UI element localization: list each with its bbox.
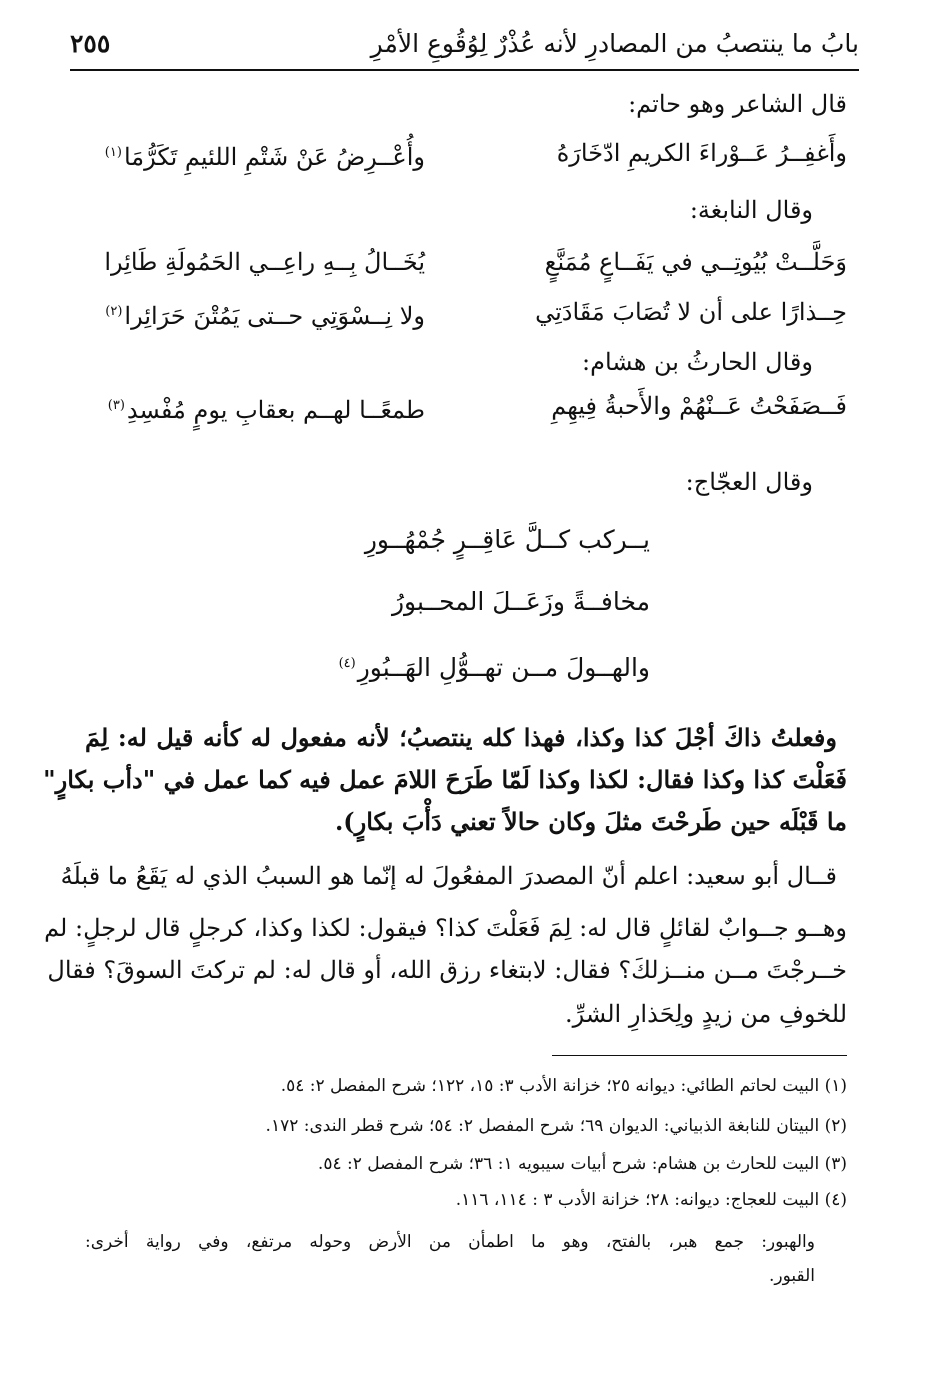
footnote-marker-4: (٤)	[338, 656, 356, 671]
paragraph-1-line-2: فَعَلْتَ كذا وكذا فقال: لكذا وكذا لَمّا طَرَحَ اللامَ عمل فيه كما عمل في "دأب بكارٍ"	[43, 765, 847, 794]
paragraph-2-line-3: خــرجْتَ مــن منــزلكَ؟ فقال: لابتغاء رزق الله، أو قال له: لم تركتَ السوقَ؟ فقال	[47, 956, 847, 984]
page-number: ٢٥٥	[70, 29, 111, 58]
verse-1-first-hemistich: وأَغفِــرُ عَــوْراءَ الكريمِ ادّخَارَهُ	[556, 139, 847, 167]
footnote-marker-2: (٢)	[105, 304, 123, 319]
footnote-3: (٣) البيت للحارث بن هشام: شرح أبيات سيبويه ١: ٣٦؛ شرح المفصل ٢: ٥٤.	[317, 1154, 847, 1174]
footnote-4-note-line-2: القبور.	[768, 1266, 815, 1286]
verse-2-second-hemistich: يُخَــالُ بِــهِ راعِــي الحَمُولَةِ طَائِرا	[104, 248, 425, 276]
footnote-separator	[552, 1055, 847, 1056]
footnote-2: (٢) البيتان للنابغة الذبياني: الديوان ٦٩؛ شرح المفصل ٢: ٥٤؛ شرح قطر الندى: ١٧٢.	[265, 1116, 847, 1136]
rajaz-line-3	[290, 644, 650, 688]
verse-intro-harith: وقال الحارثُ بن هشام:	[582, 348, 813, 376]
footnote-marker-3: (٣)	[107, 398, 125, 413]
verse-intro-ajjaj: وقال العجّاج:	[685, 468, 813, 496]
verse-1-second-text: وأُعْــرِضُ عَنْ شَتْمِ اللئيمِ تَكَرُّمَا	[123, 143, 425, 171]
verse-intro-hatim: قال الشاعر وهو حاتم:	[628, 90, 847, 118]
footnote-1: (١) البيت لحاتم الطائي: ديوانه ٢٥؛ خزانة الأدب ٣: ١٥، ١٢٢؛ شرح المفصل ٢: ٥٤.	[280, 1076, 847, 1096]
verse-4-first-hemistich: فَــصَفَحْتُ عَــنْهُمْ والأَحبةُ فِيهِمِ	[551, 392, 847, 420]
paragraph-2-line-4: للخوفِ من زيدٍ ولِحَذارِ الشرِّ.	[564, 1000, 847, 1028]
footnote-4: (٤) البيت للعجاج: ديوانه: ٢٨؛ خزانة الأدب ٣ : ١١٤، ١١٦.	[455, 1190, 847, 1210]
rajaz-line-1: يــركب كــلَّ عَاقِــرٍ جُمْهُــورِ	[364, 525, 650, 554]
verse-1-second-hemistich	[103, 133, 425, 177]
verse-4-second-hemistich	[106, 386, 425, 430]
footnote-4-note-line-1: والهبور: جمع هبر، بالفتح، وهو ما اطمأن من الأرض وحوله مرتفع، وفي رواية أخرى:	[85, 1232, 815, 1252]
verse-4-second-text: طمعًــا لهــم بعقابِ يومٍ مُفْسِدِ	[126, 396, 425, 424]
verse-intro-nabigha: وقال النابغة:	[689, 196, 813, 224]
running-title: بابُ ما ينتصبُ من المصادرِ لأنه عُذْرٌ لِوُقُوعِ الأمْرِ	[370, 29, 859, 58]
footnote-marker-1: (١)	[104, 145, 122, 160]
header-rule	[70, 69, 859, 71]
verse-3-second-hemistich	[103, 292, 425, 336]
paragraph-2-line-1: قــال أبو سعيد: اعلم أنّ المصدرَ المفعُولَ له إنّما هو السببُ الذي له يَقَعُ ما قبلَهُ	[60, 862, 837, 890]
paragraph-2-line-2: وهــو جــوابٌ لقائلٍ قال له: لِمَ فَعَلْتَ كذا؟ فيقول: لكذا وكذا، كرجلٍ قال لرجلٍ: لم	[44, 914, 847, 942]
verse-2-first-hemistich: وَحَلَّــتْ بُيُوتِــي في يَفَــاعٍ مُمَنَّعٍ	[544, 248, 847, 276]
rajaz-line-2: مخافــةً وزَعَــلَ المحــبورُ	[391, 587, 650, 616]
page-header	[70, 24, 859, 64]
verse-3-second-text: ولا نِــسْوَتِي حــتى يَمُتْنَ حَرَائِرا	[124, 302, 425, 330]
verse-3-first-hemistich: حِــذارًا على أن لا تُصَابَ مَقَادَتِي	[535, 298, 847, 326]
paragraph-1-line-3: ما قَبْلَه حين طَرحْتَ مثلَ وكان حالاً تعني دَأْبَ بكارٍ).	[334, 807, 847, 836]
rajaz-line-3-text: والهــولَ مــن تهــوُّلِ الهَــبُورِ	[357, 653, 650, 682]
paragraph-1-line-1: وفعلتُ ذاكَ أجْلَ كذا وكذا، فهذا كله ينتصبُ؛ لأنه مفعول له كأنه قيل له: لِمَ	[85, 723, 837, 752]
